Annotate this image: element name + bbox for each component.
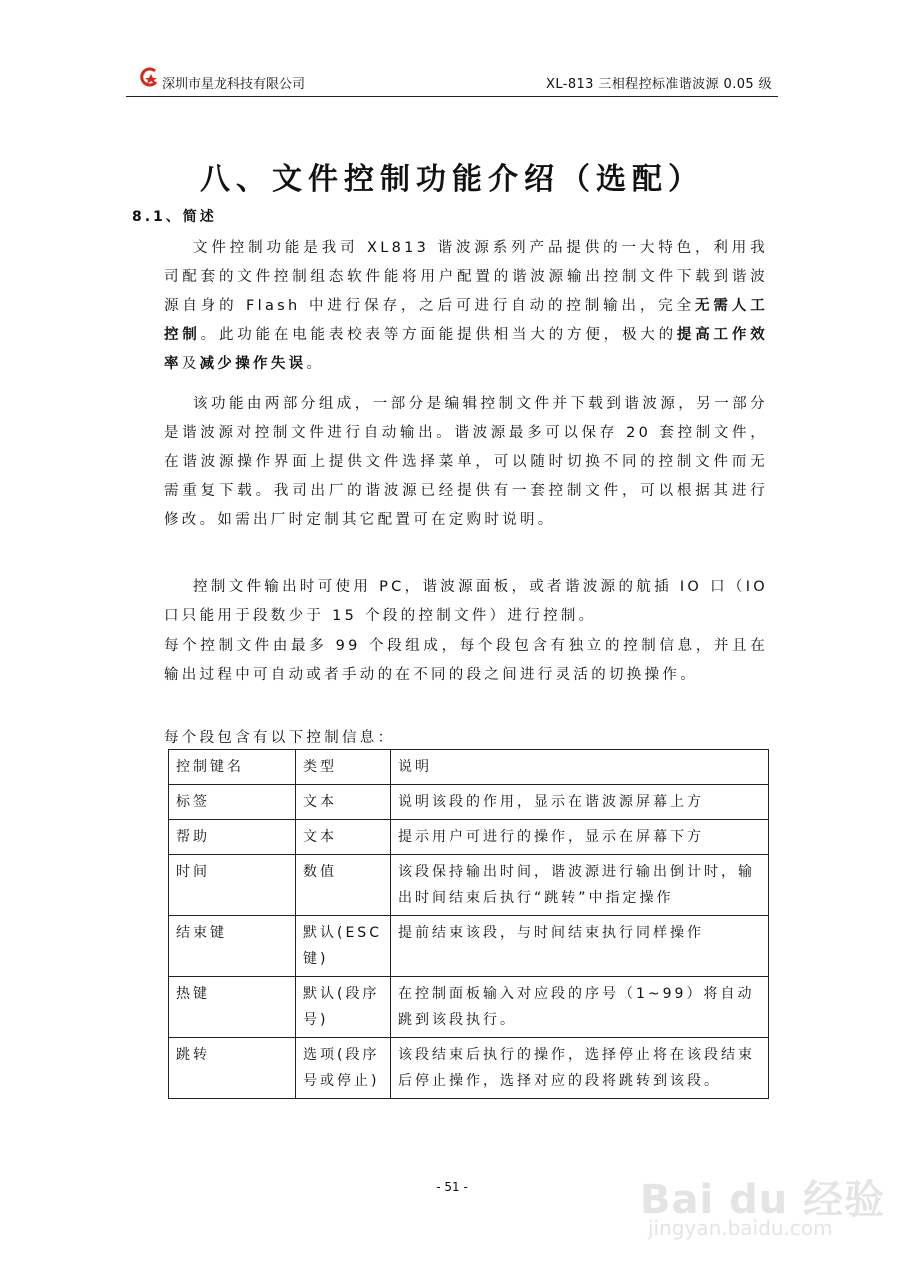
emphasis-text: 减少操作失误 [199, 356, 307, 372]
table-row [169, 855, 769, 916]
paragraph-table-intro: 每个段包含有以下控制信息： [164, 730, 396, 746]
table-header-cell: 类型 [296, 750, 391, 785]
paragraph-segments: 每个控制文件由最多 99 个段组成，每个段包含有独立的控制信息，并且在输出过程中可自动或者手动的在不同的段之间进行灵活的切换操作。 [164, 638, 768, 683]
table-cell-desc: 提示用户可进行的操作，显示在屏幕下方 [391, 820, 769, 855]
table-row [169, 785, 769, 820]
table-cell-type: 文本 [296, 820, 391, 855]
table-cell-desc: 在控制面板输入对应段的序号（1~99）将自动跳到该段执行。 [391, 977, 769, 1038]
table-cell-key: 时间 [169, 855, 296, 916]
paragraph-output-control: 控制文件输出时可使用 PC，谐波源面板，或者谐波源的航插 IO 口（IO 口只能用于段数少于 15 个段的控制文件）进行控制。 [164, 579, 768, 624]
watermark-logo: Bai du 经验 [640, 1177, 886, 1223]
chapter-title: 八、文件控制功能介绍（选配） [200, 162, 704, 197]
table-cell-key: 结束键 [169, 916, 296, 977]
table-cell-type: 选项(段序号或停止) [296, 1038, 391, 1099]
table-header-row [169, 750, 769, 785]
emphasis-text: 提高工作效率 [164, 327, 768, 372]
page-number: - 51 - [436, 1180, 468, 1194]
table-cell-key: 跳转 [169, 1038, 296, 1099]
company-name: 深圳市星龙科技有限公司 [162, 77, 306, 92]
table-row [169, 820, 769, 855]
paragraph-components: 该功能由两部分组成，一部分是编辑控制文件并下载到谐波源，另一部分是谐波源对控制文件进行自动输出。谐波源最多可以保存 20 套控制文件，在谐波源操作界面上提供文件选择菜单，可以随时切换不同的控制文件而无需重复下载。我司出厂的谐波源已经提供有一套控制文件，可以根据其进行修改。如需出厂时定制其它配置可在定购时说明。 [164, 396, 768, 528]
table-cell-key: 帮助 [169, 820, 296, 855]
table-cell-type: 文本 [296, 785, 391, 820]
table-row [169, 916, 769, 977]
paragraph-text: 及 [181, 356, 200, 372]
watermark-url: jingyan.baidu.com [648, 1216, 833, 1240]
table-header-cell: 说明 [391, 750, 769, 785]
table-header-cell: 控制键名 [169, 750, 296, 785]
table-cell-type: 默认(ESC 键) [296, 916, 391, 977]
company-logo-icon [140, 67, 160, 87]
document-title: XL-813 三相程控标准谐波源 0.05 级 [546, 77, 772, 92]
table-cell-type: 数值 [296, 855, 391, 916]
table-cell-key: 标签 [169, 785, 296, 820]
table-cell-type: 默认(段序号) [296, 977, 391, 1038]
paragraph-text: 文件控制功能是我司 XL813 谐波源系列产品提供的一大特色，利用我司配套的文件控制组态软件能将用户配置的谐波源输出控制文件下载到谐波源自身的 Flash 中进行保存，之后可进行自动的控制输出，完全 [164, 240, 768, 314]
table-cell-desc: 说明该段的作用，显示在谐波源屏幕上方 [391, 785, 769, 820]
table-cell-key: 热键 [169, 977, 296, 1038]
table-cell-desc: 提前结束该段，与时间结束执行同样操作 [391, 916, 769, 977]
paragraph-text: 。此功能在电能表校表等方面能提供相当大的方便，极大的 [200, 327, 677, 343]
paragraph-text: 。 [306, 356, 325, 372]
control-info-table [168, 749, 769, 1099]
table-row [169, 1038, 769, 1099]
paragraph-overview [164, 234, 768, 379]
page-header [126, 64, 778, 97]
emphasis-text: 无需人工控制 [164, 298, 768, 343]
table-cell-desc: 该段结束后执行的操作，选择停止将在该段结束后停止操作，选择对应的段将跳转到该段。 [391, 1038, 769, 1099]
table-cell-desc: 该段保持输出时间，谐波源进行输出倒计时，输出时间结束后执行“跳转”中指定操作 [391, 855, 769, 916]
table-row [169, 977, 769, 1038]
section-title: 8.1、简述 [132, 209, 217, 225]
